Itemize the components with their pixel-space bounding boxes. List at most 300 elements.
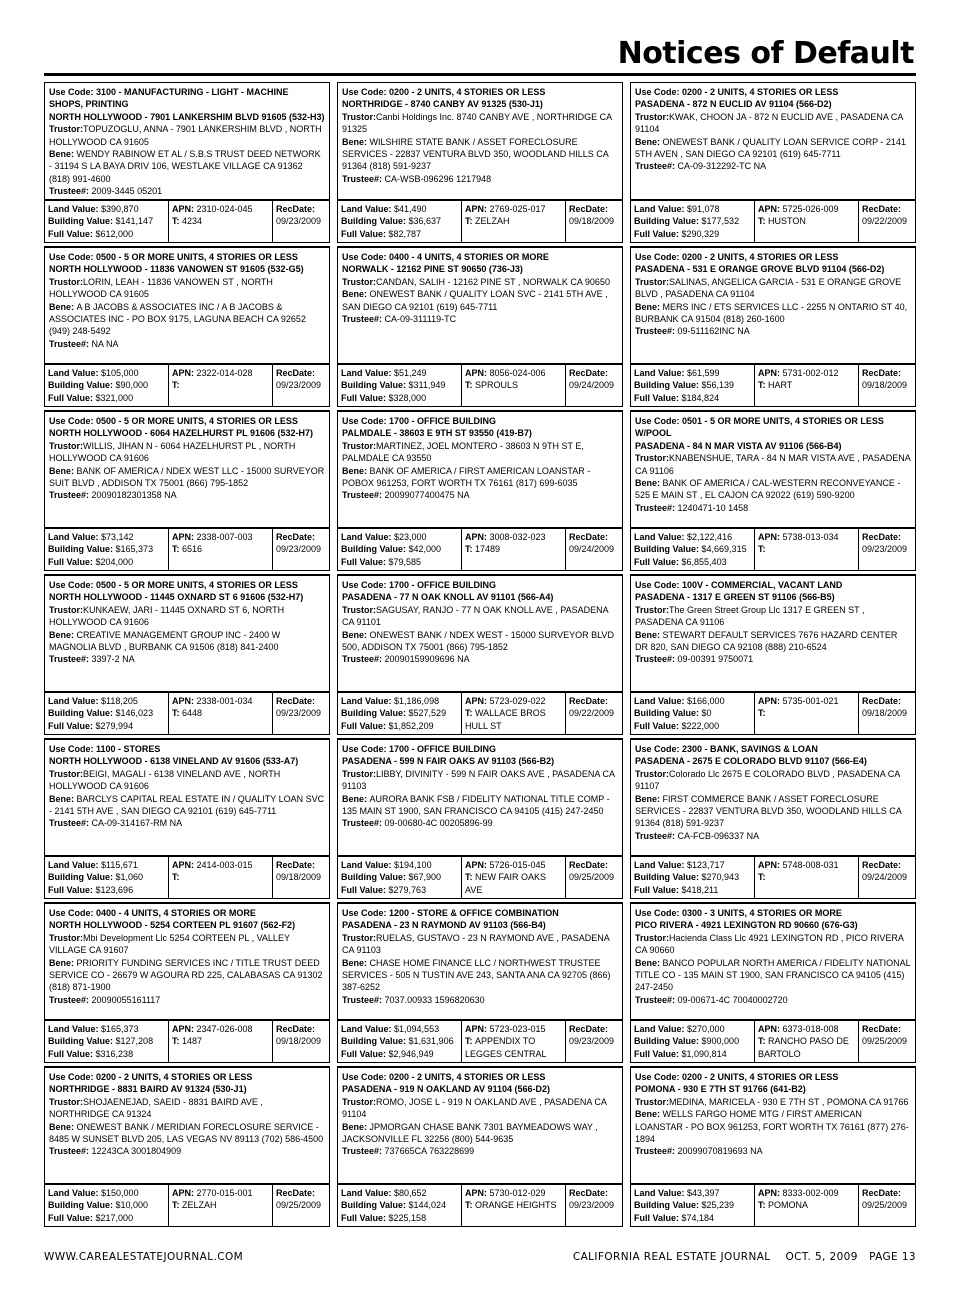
- recdate-cell: [858, 364, 915, 406]
- bene-label: Bene:: [635, 1109, 661, 1120]
- use-code: Use Code: 100V - COMMERCIAL, VACANT LAND: [635, 580, 843, 590]
- value-cell: [45, 856, 168, 898]
- building-value: $25,239: [701, 1200, 735, 1211]
- property-address: PASADENA - 531 E ORANGE GROVE BLVD 91104 (566-D2): [635, 264, 885, 275]
- trustor-label: Trustor:: [49, 440, 84, 451]
- bene-line: [342, 136, 618, 173]
- full-value-label: Full Value:: [634, 1212, 680, 1223]
- bene-line: [49, 301, 325, 338]
- recdate-value: 09/23/2009: [862, 544, 908, 555]
- full-value: $328,000: [388, 392, 427, 403]
- value-cell: [45, 1184, 168, 1226]
- value-cell: [631, 692, 754, 734]
- bene-label: Bene:: [49, 629, 75, 640]
- full-value-label: Full Value:: [634, 556, 680, 567]
- apn-cell: [754, 364, 858, 406]
- trustor-label: Trustor:: [49, 124, 84, 135]
- recdate-value: 09/22/2009: [569, 708, 615, 719]
- value-table: [44, 856, 330, 899]
- trustor-line: [635, 1096, 911, 1108]
- apn-label: APN:: [172, 1024, 194, 1034]
- notice-listing: [337, 246, 623, 410]
- recdate-value: 09/24/2009: [569, 544, 615, 555]
- bene-line: [49, 148, 325, 185]
- bene-value: ONEWEST BANK / NDEX WEST - 15000 SURVEYOR BLVD 500, ADDISON TX 75001 (866) 795-1852: [342, 629, 614, 653]
- property-address: PASADENA - 599 N FAIR OAKS AV 91103 (566-B2): [342, 756, 555, 767]
- apn-label: APN:: [758, 1188, 780, 1198]
- value-table: [630, 1020, 916, 1063]
- full-value: $204,000: [95, 556, 134, 567]
- recdate-cell: [272, 364, 329, 406]
- trustor-label: Trustor:: [49, 604, 84, 615]
- bene-value: AURORA BANK FSB / FIDELITY NATIONAL TITLE COMP - 135 MAIN ST 1900, SAN FRANCISCO CA 94105 (415) 247-2450: [342, 793, 610, 817]
- land-value: $51,249: [394, 368, 427, 378]
- notice-text: [337, 902, 623, 1020]
- bene-value: WILSHIRE STATE BANK / ASSET FORECLOSURE SERVICES - 22837 VENTURA BLVD 350, WOODLAND HILLS CA 91364 (818) 591-9237: [342, 136, 609, 172]
- trustee-value: 2009-3445 05201: [91, 186, 163, 197]
- land-value-label: Land Value:: [48, 696, 99, 706]
- value-table: [44, 692, 330, 735]
- bene-line: [49, 465, 325, 490]
- full-value: $316,238: [95, 1048, 134, 1059]
- tract-value: HUSTON: [768, 216, 806, 227]
- trustee-value: 737665CA 763228699: [384, 1146, 475, 1157]
- land-value-label: Land Value:: [634, 532, 685, 542]
- trustee-value: CA-09-312292-TC NA: [677, 161, 767, 172]
- use-code: Use Code: 1700 - OFFICE BUILDING: [342, 416, 497, 426]
- recdate-value: 09/24/2009: [862, 872, 908, 883]
- use-code: Use Code: 0500 - 5 OR MORE UNITS, 4 STORIES OR LESS: [49, 252, 298, 262]
- trustor-line: [635, 768, 911, 793]
- property-address: NORTHRIDGE - 8740 CANBY AV 91325 (530-J1): [342, 99, 543, 110]
- tract-label: T:: [172, 380, 180, 391]
- full-value: $79,585: [388, 556, 422, 567]
- value-cell: [338, 528, 461, 570]
- recdate-cell: [272, 200, 329, 242]
- land-value-label: Land Value:: [48, 532, 99, 542]
- building-value: $42,000: [408, 544, 442, 555]
- property-address: PASADENA - 84 N MAR VISTA AV 91106 (566-B4): [635, 440, 842, 451]
- tract-label: T:: [465, 872, 473, 883]
- trustee-value: 7037.00933 1596820630: [384, 994, 485, 1005]
- trustee-line: [49, 338, 325, 350]
- land-value-label: Land Value:: [48, 1024, 99, 1034]
- recdate-label: RecDate:: [569, 860, 609, 870]
- notice-text: [337, 738, 623, 856]
- notice-text: [630, 82, 916, 200]
- building-value: $36,637: [408, 216, 442, 227]
- apn-cell: [461, 856, 565, 898]
- full-value-label: Full Value:: [341, 392, 387, 403]
- bene-value: WELLS FARGO HOME MTG / FIRST AMERICAN LOANSTAR - PO BOX 961253, FORT WORTH TX 76161 (877) 276-1894: [635, 1109, 909, 1145]
- recdate-label: RecDate:: [276, 368, 316, 378]
- notice-listing: [337, 82, 623, 246]
- trustee-value: 09-511162INC NA: [677, 326, 750, 337]
- building-value-label: Building Value:: [48, 1200, 114, 1211]
- value-cell: [338, 200, 461, 242]
- trustee-line: [635, 502, 911, 514]
- apn-cell: [461, 1020, 565, 1062]
- building-value-label: Building Value:: [634, 1200, 700, 1211]
- trustee-value: 3397-2 NA: [91, 654, 135, 665]
- land-value: $80,652: [394, 1188, 427, 1198]
- trustor-line: [342, 932, 618, 957]
- tract-value: 6516: [182, 544, 203, 555]
- value-table: [44, 1184, 330, 1227]
- value-table: [630, 200, 916, 243]
- trustor-line: [49, 604, 325, 629]
- trustee-label: Trustee#:: [342, 654, 383, 665]
- trustor-value: LIBBY, DIVINITY - 599 N FAIR OAKS AVE , PASADENA CA 91103: [342, 768, 615, 792]
- property-address: PASADENA - 1317 E GREEN ST 91106 (566-B5): [635, 592, 835, 603]
- trustor-label: Trustor:: [342, 276, 377, 287]
- trustor-line: [635, 932, 911, 957]
- trustee-label: Trustee#:: [49, 654, 90, 665]
- bene-line: [342, 629, 618, 654]
- notice-text: [630, 246, 916, 364]
- notice-listing: [337, 574, 623, 738]
- value-cell: [338, 692, 461, 734]
- tract-label: T:: [465, 708, 473, 719]
- notice-listing: [44, 82, 330, 246]
- bene-value: BARCLYS CAPITAL REAL ESTATE IN / QUALITY LOAN SVC - 2141 5TH AVE , SAN DIEGO CA 92101 (619) 645-7711: [49, 793, 325, 817]
- trustor-value: Hacienda Class Llc 4921 LEXINGTON RD , PICO RIVERA CA 90660: [635, 932, 904, 956]
- use-code: Use Code: 1100 - STORES: [49, 744, 161, 754]
- trustor-value: SHOJAENEJAD, SAEID - 8831 BAIRD AVE , NORTHRIDGE CA 91324: [49, 1096, 263, 1120]
- use-code: Use Code: 3100 - MANUFACTURING - LIGHT - MACHINE SHOPS, PRINTING: [49, 87, 289, 110]
- building-value: $141,147: [115, 216, 154, 227]
- land-value: $2,122,416: [687, 532, 733, 542]
- footer-website: WWW.CAREALESTATEJOURNAL.COM: [44, 1251, 244, 1263]
- building-value-label: Building Value:: [48, 544, 114, 555]
- trustor-line: [49, 768, 325, 793]
- bene-line: [342, 465, 618, 490]
- trustee-line: [342, 1145, 618, 1157]
- apn-label: APN:: [172, 1188, 194, 1198]
- apn-label: APN:: [172, 860, 194, 870]
- tract-label: T:: [465, 544, 473, 555]
- tract-label: T:: [758, 1200, 766, 1211]
- tract-value: RANCHO PASO DE BARTOLO: [758, 1036, 849, 1059]
- tract-value: 1487: [182, 1036, 203, 1047]
- trustee-label: Trustee#:: [635, 830, 676, 841]
- land-value: $166,000: [687, 696, 725, 706]
- use-code: Use Code: 0200 - 2 UNITS, 4 STORIES OR LESS: [49, 1072, 253, 1082]
- tract-label: T:: [465, 380, 473, 391]
- use-code: Use Code: 0500 - 5 OR MORE UNITS, 4 STORIES OR LESS: [49, 580, 298, 590]
- trustor-line: [342, 768, 618, 793]
- full-value-label: Full Value:: [341, 556, 387, 567]
- recdate-cell: [565, 692, 622, 734]
- recdate-cell: [565, 1020, 622, 1062]
- trustor-label: Trustor:: [342, 1096, 377, 1107]
- recdate-label: RecDate:: [862, 204, 902, 214]
- recdate-value: 09/18/2009: [862, 380, 908, 391]
- value-cell: [631, 1184, 754, 1226]
- land-value-label: Land Value:: [634, 1188, 685, 1198]
- bene-label: Bene:: [635, 629, 661, 640]
- bene-line: [635, 957, 911, 994]
- property-address: NORTH HOLLYWOOD - 7901 LANKERSHIM BLVD 91605 (532-H3): [49, 111, 325, 122]
- notice-listing: [630, 902, 916, 1066]
- full-value: $82,787: [388, 228, 422, 239]
- footer-info: [573, 1251, 916, 1263]
- notice-listing: [337, 1066, 623, 1230]
- full-value-label: Full Value:: [634, 392, 680, 403]
- trustee-label: Trustee#:: [49, 1146, 90, 1157]
- building-value: $67,900: [408, 872, 442, 883]
- land-value: $270,000: [687, 1024, 725, 1034]
- full-value: $6,855,403: [681, 556, 727, 567]
- apn-label: APN:: [172, 368, 194, 378]
- value-cell: [631, 856, 754, 898]
- trustee-line: [635, 1145, 911, 1157]
- building-value: $165,373: [115, 544, 154, 555]
- recdate-value: 09/25/2009: [276, 1200, 322, 1211]
- column-3: [630, 82, 916, 1230]
- trustee-label: Trustee#:: [49, 338, 90, 349]
- trustor-value: The Green Street Group Llc 1317 E GREEN ST , PASADENA CA 91106: [635, 604, 865, 628]
- trustee-value: 12243CA 3001804909: [91, 1146, 182, 1157]
- trustee-label: Trustee#:: [635, 1146, 676, 1157]
- building-value: $144,024: [408, 1200, 447, 1211]
- apn-value: 2322-014-028: [196, 368, 253, 378]
- trustee-line: [635, 325, 911, 337]
- recdate-label: RecDate:: [276, 532, 316, 542]
- full-value-label: Full Value:: [634, 720, 680, 731]
- value-cell: [338, 364, 461, 406]
- building-value-label: Building Value:: [48, 708, 114, 719]
- full-value: $279,994: [95, 720, 134, 731]
- full-value-label: Full Value:: [48, 556, 94, 567]
- apn-label: APN:: [465, 696, 487, 706]
- bene-label: Bene:: [49, 301, 75, 312]
- apn-label: APN:: [172, 532, 194, 542]
- full-value-label: Full Value:: [48, 1212, 94, 1223]
- bene-line: [342, 1121, 618, 1146]
- full-value: $217,000: [95, 1212, 134, 1223]
- land-value-label: Land Value:: [634, 368, 685, 378]
- trustee-line: [342, 313, 618, 325]
- trustor-line: [342, 1096, 618, 1121]
- value-table: [337, 856, 623, 899]
- trustee-line: [49, 1145, 325, 1157]
- trustor-line: [635, 604, 911, 629]
- trustee-value: 1240471-10 1458: [677, 502, 749, 513]
- column-2: [337, 82, 623, 1230]
- property-address: PASADENA - 2675 E COLORADO BLVD 91107 (566-E4): [635, 756, 867, 767]
- apn-label: APN:: [172, 696, 194, 706]
- recdate-label: RecDate:: [569, 368, 609, 378]
- apn-value: 2770-015-001: [196, 1188, 253, 1198]
- full-value: $1,090,814: [681, 1048, 727, 1059]
- trustee-value: 09-00391 9750071: [677, 654, 754, 665]
- apn-cell: [754, 1184, 858, 1226]
- recdate-cell: [858, 1184, 915, 1226]
- bene-line: [635, 793, 911, 830]
- value-cell: [45, 364, 168, 406]
- land-value-label: Land Value:: [341, 1188, 392, 1198]
- land-value: $118,205: [101, 696, 138, 706]
- bene-value: PRIORITY FUNDING SERVICES INC / TITLE TRUST DEED SERVICE CO - 26679 W AGOURA RD 225, CALABASAS CA 91302 (818) 871-1900: [49, 957, 323, 993]
- value-cell: [45, 692, 168, 734]
- recdate-label: RecDate:: [862, 368, 902, 378]
- bene-label: Bene:: [49, 1121, 75, 1132]
- bene-label: Bene:: [49, 957, 75, 968]
- tract-label: T:: [172, 872, 180, 883]
- recdate-label: RecDate:: [862, 696, 902, 706]
- land-value: $73,142: [101, 532, 134, 542]
- building-value-label: Building Value:: [341, 544, 407, 555]
- value-table: [630, 528, 916, 571]
- bene-value: ONEWEST BANK / QUALITY LOAN SVC - 2141 5TH AVE , SAN DIEGO CA 92101 (619) 645-7711: [342, 289, 608, 312]
- bene-value: ONEWEST BANK / QUALITY LOAN SERVICE CORP - 2141 5TH AVEN , SAN DIEGO CA 92101 (619) 645-7711: [635, 136, 906, 160]
- land-value-label: Land Value:: [48, 204, 99, 214]
- trustor-line: [342, 276, 618, 288]
- value-table: [630, 364, 916, 407]
- recdate-cell: [858, 856, 915, 898]
- trustor-line: [342, 440, 618, 465]
- bene-line: [342, 793, 618, 818]
- bene-label: Bene:: [635, 301, 661, 312]
- building-value-label: Building Value:: [48, 216, 114, 227]
- building-value: $127,208: [115, 1036, 154, 1047]
- trustor-line: [49, 276, 325, 301]
- notice-listing: [630, 1066, 916, 1230]
- apn-value: 6373-018-008: [782, 1024, 839, 1034]
- apn-cell: [168, 1020, 272, 1062]
- full-value-label: Full Value:: [634, 884, 680, 895]
- bene-value: FIRST COMMERCE BANK / ASSET FORECLOSURE SERVICES - 22837 VENTURA BLVD 350, WOODLAND HILLS CA 91364 (818) 591-9237: [635, 793, 902, 829]
- trustor-label: Trustor:: [49, 768, 84, 779]
- notice-text: [337, 410, 623, 528]
- recdate-value: 09/23/2009: [569, 1036, 615, 1047]
- tract-label: T:: [758, 708, 766, 719]
- land-value-label: Land Value:: [634, 860, 685, 870]
- building-value: $1,631,906: [408, 1036, 454, 1047]
- trustee-label: Trustee#:: [49, 490, 90, 501]
- value-cell: [631, 1020, 754, 1062]
- building-value: $270,943: [701, 872, 740, 883]
- full-value-label: Full Value:: [341, 1212, 387, 1223]
- full-value-label: Full Value:: [341, 720, 387, 731]
- recdate-label: RecDate:: [862, 1188, 902, 1198]
- apn-value: 2338-007-003: [196, 532, 253, 542]
- value-table: [44, 1020, 330, 1063]
- tract-value: NEW FAIR OAKS AVE: [465, 872, 547, 895]
- bene-line: [49, 629, 325, 654]
- tract-label: T:: [758, 1036, 766, 1047]
- full-value-label: Full Value:: [48, 884, 94, 895]
- value-cell: [45, 528, 168, 570]
- trustee-line: [342, 994, 618, 1006]
- land-value-label: Land Value:: [634, 204, 685, 214]
- bene-value: ONEWEST BANK / MERIDIAN FORECLOSURE SERVICE - 8485 W SUNSET BLVD 205, LAS VEGAS NV 89113 (702) 586-4500: [49, 1121, 324, 1145]
- trustee-label: Trustee#:: [635, 502, 676, 513]
- building-value: $177,532: [701, 216, 740, 227]
- tract-value: ZELZAH: [475, 216, 510, 227]
- trustee-value: CA-FCB-096337 NA: [677, 830, 760, 841]
- land-value-label: Land Value:: [48, 860, 99, 870]
- property-address: NORTH HOLLYWOOD - 11836 VANOWEN ST 91605 (532-G5): [49, 264, 304, 275]
- tract-value: APPENDIX TO LEGGES CENTRAL: [465, 1036, 547, 1059]
- trustee-line: [635, 160, 911, 172]
- trustor-line: [49, 440, 325, 465]
- trustee-label: Trustee#:: [342, 994, 383, 1005]
- recdate-cell: [565, 856, 622, 898]
- apn-value: 5723-023-015: [489, 1024, 546, 1034]
- value-cell: [338, 1184, 461, 1226]
- full-value: $225,158: [388, 1212, 427, 1223]
- property-address: NORTH HOLLYWOOD - 6138 VINELAND AV 91606 (533-A7): [49, 756, 299, 767]
- building-value-label: Building Value:: [634, 380, 700, 391]
- apn-label: APN:: [758, 1024, 780, 1034]
- trustee-value: 20090159909696 NA: [384, 654, 470, 665]
- bene-label: Bene:: [635, 957, 661, 968]
- full-value: $184,824: [681, 392, 720, 403]
- value-cell: [631, 200, 754, 242]
- trustee-line: [49, 185, 325, 197]
- full-value-label: Full Value:: [341, 1048, 387, 1059]
- tract-label: T:: [172, 544, 180, 555]
- notice-listing: [44, 410, 330, 574]
- trustee-line: [342, 653, 618, 665]
- trustor-value: Colorado Llc 2675 E COLORADO BLVD , PASADENA CA 91107: [635, 768, 900, 792]
- land-value: $41,490: [394, 204, 427, 214]
- use-code: Use Code: 1700 - OFFICE BUILDING: [342, 744, 497, 754]
- property-address: NORTHRIDGE - 8831 BAIRD AV 91324 (530-J1): [49, 1084, 247, 1095]
- trustor-label: Trustor:: [635, 1096, 670, 1107]
- tract-value: 6448: [182, 708, 203, 719]
- building-value: $146,023: [115, 708, 154, 719]
- recdate-cell: [272, 528, 329, 570]
- recdate-value: 09/23/2009: [276, 708, 322, 719]
- land-value: $150,000: [101, 1188, 139, 1198]
- notice-listing: [44, 738, 330, 902]
- trustor-value: MARTINEZ, JOEL MONTERO - 38603 N 9TH ST E, PALMDALE CA 93550: [342, 440, 584, 464]
- notice-text: [44, 738, 330, 856]
- full-value-label: Full Value:: [48, 392, 94, 403]
- trustee-label: Trustee#:: [635, 161, 676, 172]
- use-code: Use Code: 1700 - OFFICE BUILDING: [342, 580, 497, 590]
- building-value-label: Building Value:: [341, 380, 407, 391]
- notice-text: [44, 410, 330, 528]
- recdate-value: 09/23/2009: [276, 380, 322, 391]
- bene-label: Bene:: [342, 629, 368, 640]
- land-value-label: Land Value:: [48, 368, 99, 378]
- trustor-label: Trustor:: [635, 768, 670, 779]
- recdate-value: 09/18/2009: [276, 1036, 322, 1047]
- trustee-line: [342, 817, 618, 829]
- bene-line: [49, 1121, 325, 1146]
- land-value: $43,397: [687, 1188, 720, 1198]
- apn-label: APN:: [465, 860, 487, 870]
- trustor-line: [49, 123, 325, 148]
- trustor-label: Trustor:: [342, 440, 377, 451]
- full-value-label: Full Value:: [341, 884, 387, 895]
- tract-label: T:: [758, 544, 766, 555]
- building-value-label: Building Value:: [341, 1200, 407, 1211]
- trustor-value: LORIN, LEAH - 11836 VANOWEN ST , NORTH HOLLYWOOD CA 91605: [49, 276, 273, 300]
- recdate-value: 09/25/2009: [862, 1200, 908, 1211]
- notice-listing: [630, 738, 916, 902]
- recdate-cell: [565, 364, 622, 406]
- tract-label: T:: [465, 1036, 473, 1047]
- recdate-cell: [858, 1020, 915, 1062]
- notice-text: [630, 574, 916, 692]
- trustor-value: SALINAS, ANGELICA GARCIA - 531 E ORANGE GROVE BLVD , PASADENA CA 91104: [635, 276, 902, 300]
- full-value-label: Full Value:: [48, 228, 94, 239]
